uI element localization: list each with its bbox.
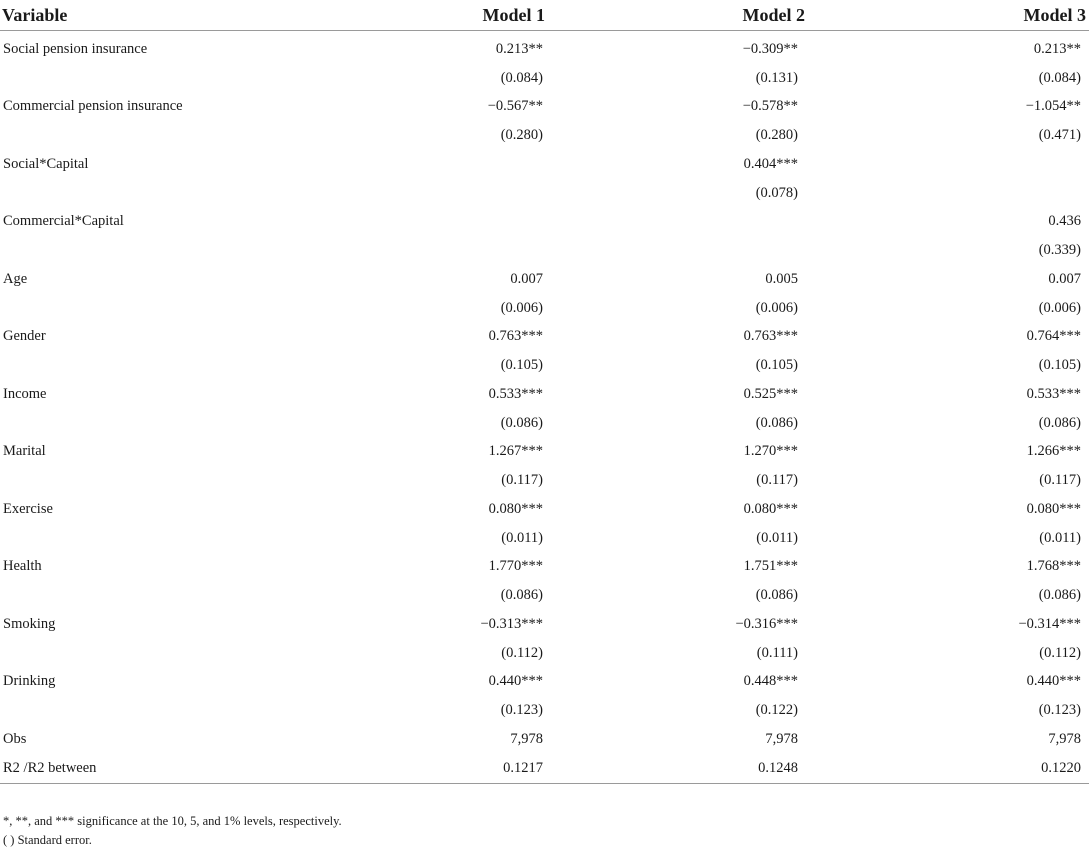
table-header-row: [0, 0, 1089, 31]
model-1-cell: −0.313***: [480, 615, 543, 632]
model-1-cell: 0.1217: [503, 759, 543, 776]
model-2-cell: 0.525***: [743, 385, 798, 402]
row-label: [0, 64, 360, 93]
model-2-cell: (0.111): [756, 644, 798, 661]
table-row-standard-error: [0, 236, 1089, 265]
model-1-cell: (0.112): [501, 644, 543, 661]
table-row-standard-error: [0, 294, 1089, 323]
table-body: [0, 31, 1089, 784]
row-label: [0, 409, 360, 438]
model-2-cell: −0.316***: [735, 615, 798, 632]
table-row: [0, 754, 1089, 783]
model-3-cell: (0.105): [1038, 357, 1081, 374]
row-label: Health: [3, 558, 42, 575]
model-1-cell: [360, 236, 560, 265]
model-1-cell: (0.084): [500, 69, 543, 86]
table-row-standard-error: [0, 696, 1089, 725]
row-label: [0, 236, 360, 265]
table-row-standard-error: [0, 581, 1089, 610]
model-1-cell: (0.086): [500, 414, 543, 431]
model-1-cell: 0.213**: [495, 40, 543, 57]
model-2-cell: 1.751***: [743, 558, 798, 575]
row-label: Commercial pension insurance: [3, 98, 183, 115]
table-row: [0, 265, 1089, 294]
table-row: [0, 150, 1089, 179]
model-2-cell: (0.105): [755, 357, 798, 374]
model-3-cell: 0.007: [1048, 270, 1081, 287]
model-2-cell: (0.280): [755, 127, 798, 144]
model-3-cell: 0.764***: [1026, 328, 1081, 345]
model-2-cell: 0.080***: [743, 500, 798, 517]
row-label: R2 /R2 between: [3, 759, 97, 776]
model-2-cell: 0.1248: [758, 759, 798, 776]
model-1-cell: 0.007: [510, 270, 543, 287]
table-row: [0, 208, 1089, 237]
row-label: Drinking: [3, 673, 56, 690]
model-3-cell: −0.314***: [1018, 615, 1081, 632]
row-label: Smoking: [3, 615, 56, 632]
row-label: Gender: [3, 328, 46, 345]
model-1-cell: 7,978: [510, 730, 543, 747]
model-1-cell: (0.011): [501, 529, 543, 546]
model-2-cell: 0.404***: [743, 155, 798, 172]
table-row: [0, 610, 1089, 639]
table-row-standard-error: [0, 121, 1089, 150]
model-1-cell: (0.123): [500, 702, 543, 719]
model-2-cell: 1.270***: [743, 443, 798, 460]
row-label: [0, 524, 360, 553]
table-row-standard-error: [0, 409, 1089, 438]
row-label: Obs: [3, 730, 27, 747]
header-model-3: Model 3: [1023, 4, 1086, 25]
model-3-cell: (0.086): [1038, 587, 1081, 604]
model-3-cell: 0.533***: [1026, 385, 1081, 402]
row-label: [0, 639, 360, 668]
row-label: [0, 121, 360, 150]
table-row-standard-error: [0, 466, 1089, 495]
table-row: [0, 668, 1089, 697]
model-3-cell: (0.112): [1039, 644, 1081, 661]
model-2-cell: 7,978: [765, 730, 798, 747]
table-row-standard-error: [0, 351, 1089, 380]
model-3-cell: (0.086): [1038, 414, 1081, 431]
row-label: Income: [3, 385, 47, 402]
table-row-standard-error: [0, 179, 1089, 208]
header-model-2: Model 2: [742, 4, 805, 25]
model-2-cell: (0.117): [756, 472, 798, 489]
row-label: [0, 581, 360, 610]
model-3-cell: [860, 150, 1089, 179]
model-3-cell: (0.117): [1039, 472, 1081, 489]
table-row: [0, 31, 1089, 64]
model-2-cell: −0.309**: [742, 40, 798, 57]
model-2-cell: (0.131): [755, 69, 798, 86]
row-label: Exercise: [3, 500, 53, 517]
model-3-cell: 1.266***: [1026, 443, 1081, 460]
model-3-cell: 0.080***: [1026, 500, 1081, 517]
model-1-cell: 0.080***: [488, 500, 543, 517]
model-2-cell: (0.006): [755, 299, 798, 316]
footnote-significance: *, **, and *** significance at the 10, 5, and 1% levels, respectively.: [3, 814, 342, 828]
model-1-cell: [360, 179, 560, 208]
model-1-cell: [360, 208, 560, 237]
row-label: [0, 351, 360, 380]
table-row-standard-error: [0, 524, 1089, 553]
model-2-cell: (0.011): [756, 529, 798, 546]
model-2-cell: [560, 236, 860, 265]
model-3-cell: 0.213**: [1033, 40, 1081, 57]
model-2-cell: (0.122): [755, 702, 798, 719]
model-1-cell: 0.440***: [488, 673, 543, 690]
model-3-cell: (0.123): [1038, 702, 1081, 719]
table-row: [0, 93, 1089, 122]
model-3-cell: 7,978: [1048, 730, 1081, 747]
model-2-cell: (0.086): [755, 587, 798, 604]
model-1-cell: (0.086): [500, 587, 543, 604]
row-label: [0, 696, 360, 725]
model-2-cell: −0.578**: [742, 98, 798, 115]
model-2-cell: 0.448***: [743, 673, 798, 690]
model-1-cell: (0.105): [500, 357, 543, 374]
model-3-cell: 0.440***: [1026, 673, 1081, 690]
model-2-cell: (0.086): [755, 414, 798, 431]
model-3-cell: −1.054**: [1025, 98, 1081, 115]
model-3-cell: [860, 179, 1089, 208]
row-label: Commercial*Capital: [3, 213, 124, 230]
row-label: [0, 179, 360, 208]
model-1-cell: 0.763***: [488, 328, 543, 345]
model-2-cell: 0.763***: [743, 328, 798, 345]
model-1-cell: [360, 150, 560, 179]
model-3-cell: (0.084): [1038, 69, 1081, 86]
table-row: [0, 380, 1089, 409]
model-1-cell: (0.117): [501, 472, 543, 489]
model-1-cell: 1.267***: [488, 443, 543, 460]
row-label: [0, 466, 360, 495]
header-model-1: Model 1: [482, 4, 545, 25]
table-row: [0, 553, 1089, 582]
model-2-cell: [560, 208, 860, 237]
footnote-standard-error: ( ) Standard error.: [3, 833, 92, 847]
table-footnotes: [3, 812, 342, 850]
model-2-cell: 0.005: [765, 270, 798, 287]
model-3-cell: (0.011): [1039, 529, 1081, 546]
row-label: Age: [3, 270, 28, 287]
model-3-cell: 1.768***: [1026, 558, 1081, 575]
model-3-cell: (0.471): [1038, 127, 1081, 144]
table-row-standard-error: [0, 64, 1089, 93]
model-3-cell: (0.339): [1038, 242, 1081, 259]
header-variable: Variable: [2, 4, 68, 25]
row-label: Social pension insurance: [3, 40, 148, 57]
row-label: [0, 294, 360, 323]
row-label: Marital: [3, 443, 46, 460]
model-3-cell: 0.436: [1048, 213, 1081, 230]
model-1-cell: 0.533***: [488, 385, 543, 402]
model-1-cell: (0.280): [500, 127, 543, 144]
table-row: [0, 725, 1089, 754]
model-2-cell: (0.078): [755, 184, 798, 201]
table-row: [0, 438, 1089, 467]
model-1-cell: 1.770***: [488, 558, 543, 575]
model-3-cell: 0.1220: [1041, 759, 1081, 776]
model-1-cell: (0.006): [500, 299, 543, 316]
table-row: [0, 323, 1089, 352]
row-label: Social*Capital: [3, 155, 89, 172]
table-row: [0, 495, 1089, 524]
table-row-standard-error: [0, 639, 1089, 668]
model-3-cell: (0.006): [1038, 299, 1081, 316]
model-1-cell: −0.567**: [487, 98, 543, 115]
